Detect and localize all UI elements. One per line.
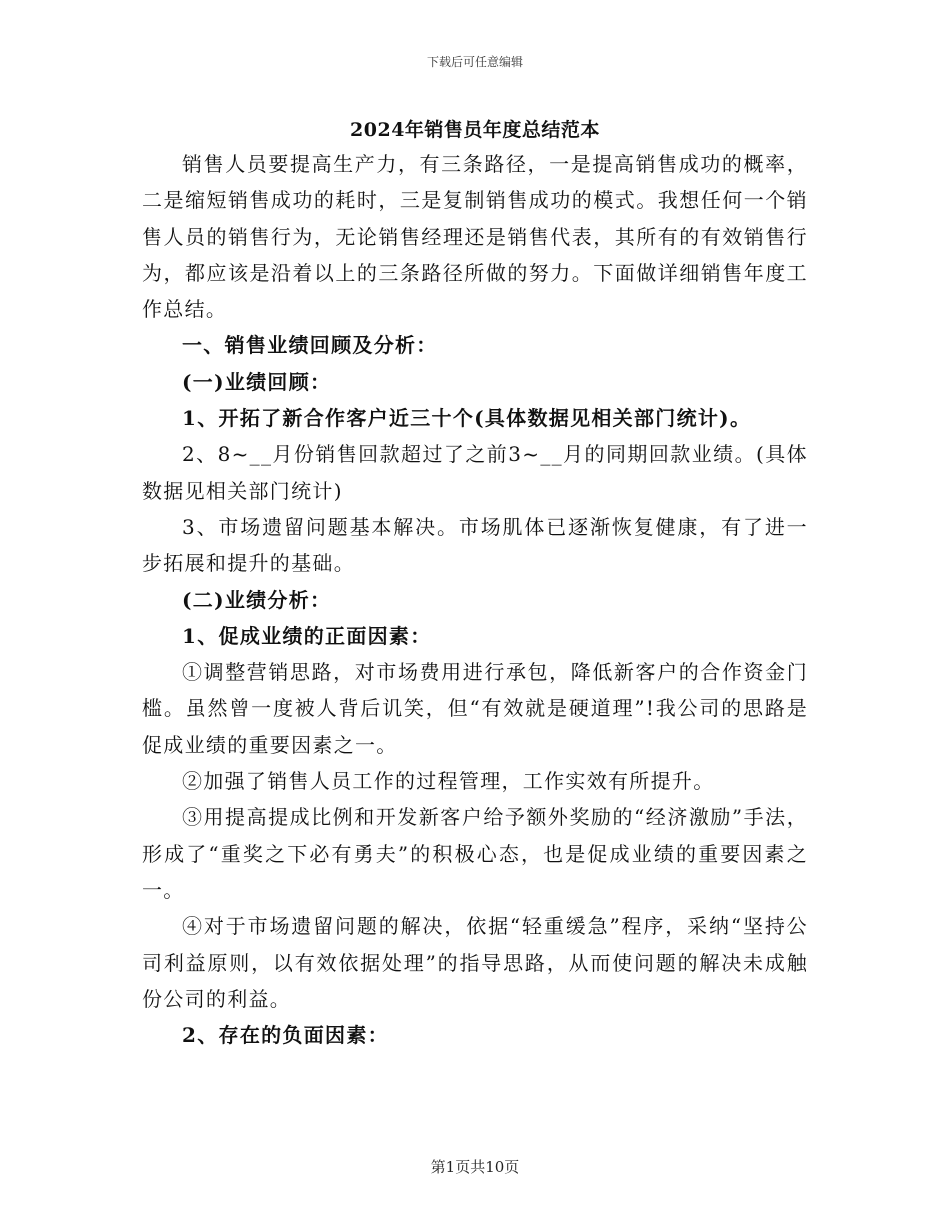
document-body <box>142 146 808 1053</box>
list-item: 2、8~__月份销售回款超过了之前3~__月的同期回款业绩。(具体数据见相关部门统计) <box>142 442 808 503</box>
list-item: ②加强了销售人员工作的过程管理，工作实效有所提升。 <box>182 769 715 794</box>
section-heading: 一、销售业绩回顾及分析： <box>182 333 438 358</box>
subsection-heading: (一)业绩回顾： <box>182 369 332 394</box>
list-item: ③用提高提成比例和开发新客户给予额外奖励的“经济激励”手法，形成了“重奖之下必有勇夫”的积极心态，也是促成业绩的重要因素之一。 <box>142 805 808 902</box>
list-item: 3、市场遗留问题基本解决。市场肌体已逐渐恢复健康，有了进一步拓展和提升的基础。 <box>142 514 808 576</box>
list-item: ④对于市场遗留问题的解决，依据“轻重缓急”程序，采纳“坚持公司利益原则，以有效依据处理”的指导思路，从而使问题的解决未成触份公司的利益。 <box>142 914 808 1011</box>
document-title: 2024年销售员年度总结范本 <box>350 119 600 141</box>
list-item: 1、开拓了新合作客户近三十个(具体数据见相关部门统计)。 <box>182 406 752 431</box>
list-item: ①调整营销思路，对市场费用进行承包，降低新客户的合作资金门槛。虽然曾一度被人背后讥笑，但“有效就是硬道理”!我公司的思路是促成业绩的重要因素之一。 <box>142 660 808 757</box>
page-number: 第1页共10页 <box>430 1158 520 1176</box>
list-heading: 2、存在的负面因素： <box>182 1023 389 1048</box>
intro-paragraph: 销售人员要提高生产力，有三条路径，一是提高销售成功的概率，二是缩短销售成功的耗时，三是复制销售成功的模式。我想任何一个销售人员的销售行为，无论销售经理还是销售代表，其所有的有效销售行为，都应该是沿着以上的三条路径所做的努力。下面做详细销售年度工作总结。 <box>142 152 808 322</box>
header-note: 下载后可任意编辑 <box>426 55 523 69</box>
list-heading: 1、促成业绩的正面因素： <box>182 623 432 648</box>
subsection-heading: (二)业绩分析： <box>182 587 332 612</box>
